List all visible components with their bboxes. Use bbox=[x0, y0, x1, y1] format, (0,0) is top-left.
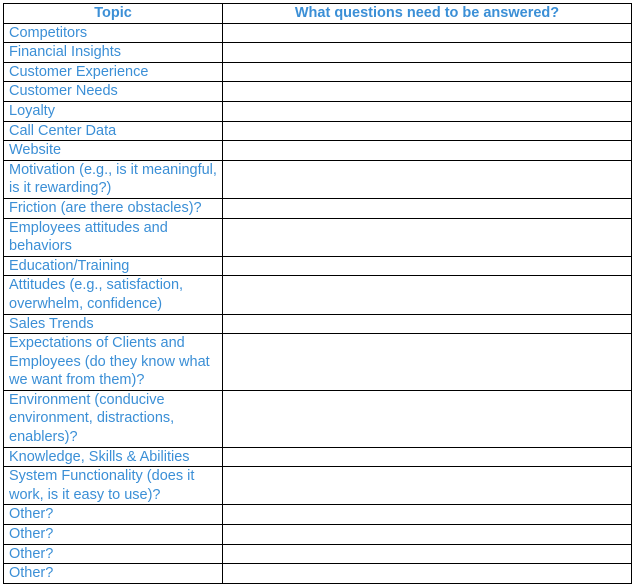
topic-cell: Education/Training bbox=[4, 256, 223, 276]
table-row bbox=[4, 447, 632, 467]
questions-cell[interactable] bbox=[223, 505, 632, 525]
table-row bbox=[4, 121, 632, 141]
questions-cell[interactable] bbox=[223, 334, 632, 391]
topic-cell: Website bbox=[4, 141, 223, 161]
questions-cell[interactable] bbox=[223, 390, 632, 447]
questions-cell[interactable] bbox=[223, 276, 632, 314]
topic-cell: Other? bbox=[4, 505, 223, 525]
questions-cell[interactable] bbox=[223, 82, 632, 102]
topic-cell: Sales Trends bbox=[4, 314, 223, 334]
topic-cell: Call Center Data bbox=[4, 121, 223, 141]
topic-cell: Friction (are there obstacles)? bbox=[4, 198, 223, 218]
topic-cell: Knowledge, Skills & Abilities bbox=[4, 447, 223, 467]
table-row bbox=[4, 101, 632, 121]
table-row bbox=[4, 256, 632, 276]
table-row bbox=[4, 198, 632, 218]
table-row bbox=[4, 505, 632, 525]
table-row bbox=[4, 43, 632, 63]
questions-cell[interactable] bbox=[223, 467, 632, 505]
topic-cell: Other? bbox=[4, 525, 223, 545]
topics-table bbox=[3, 3, 632, 584]
questions-cell[interactable] bbox=[223, 256, 632, 276]
topic-cell: Motivation (e.g., is it meaningful, is it rewarding?) bbox=[4, 160, 223, 198]
topic-cell: Customer Experience bbox=[4, 62, 223, 82]
topic-cell: Financial Insights bbox=[4, 43, 223, 63]
topic-cell: Attitudes (e.g., satisfaction, overwhelm, confidence) bbox=[4, 276, 223, 314]
topic-column-header: Topic bbox=[4, 4, 223, 24]
questions-cell[interactable] bbox=[223, 23, 632, 43]
questions-cell[interactable] bbox=[223, 160, 632, 198]
questions-cell[interactable] bbox=[223, 62, 632, 82]
table-row bbox=[4, 544, 632, 564]
topic-cell: Environment (conducive environment, distractions, enablers)? bbox=[4, 390, 223, 447]
table-row bbox=[4, 276, 632, 314]
topic-cell: System Functionality (does it work, is it easy to use)? bbox=[4, 467, 223, 505]
table-row bbox=[4, 314, 632, 334]
questions-cell[interactable] bbox=[223, 141, 632, 161]
topic-cell: Other? bbox=[4, 564, 223, 584]
table-row bbox=[4, 525, 632, 545]
questions-cell[interactable] bbox=[223, 43, 632, 63]
questions-cell[interactable] bbox=[223, 525, 632, 545]
questions-cell[interactable] bbox=[223, 447, 632, 467]
questions-cell[interactable] bbox=[223, 314, 632, 334]
topic-cell: Employees attitudes and behaviors bbox=[4, 218, 223, 256]
table-row bbox=[4, 218, 632, 256]
questions-cell[interactable] bbox=[223, 544, 632, 564]
questions-column-header: What questions need to be answered? bbox=[223, 4, 632, 24]
table-row bbox=[4, 390, 632, 447]
questions-cell[interactable] bbox=[223, 198, 632, 218]
table-row bbox=[4, 62, 632, 82]
table-row bbox=[4, 160, 632, 198]
questions-cell[interactable] bbox=[223, 218, 632, 256]
questions-cell[interactable] bbox=[223, 101, 632, 121]
topic-cell: Competitors bbox=[4, 23, 223, 43]
table-row bbox=[4, 334, 632, 391]
topic-cell: Other? bbox=[4, 544, 223, 564]
topic-cell: Loyalty bbox=[4, 101, 223, 121]
header-row bbox=[4, 4, 632, 24]
table-row bbox=[4, 467, 632, 505]
topic-cell: Customer Needs bbox=[4, 82, 223, 102]
topic-cell: Expectations of Clients and Employees (do they know what we want from them)? bbox=[4, 334, 223, 391]
table-row bbox=[4, 23, 632, 43]
table-row bbox=[4, 564, 632, 584]
table-row bbox=[4, 141, 632, 161]
questions-cell[interactable] bbox=[223, 564, 632, 584]
questions-cell[interactable] bbox=[223, 121, 632, 141]
table-row bbox=[4, 82, 632, 102]
